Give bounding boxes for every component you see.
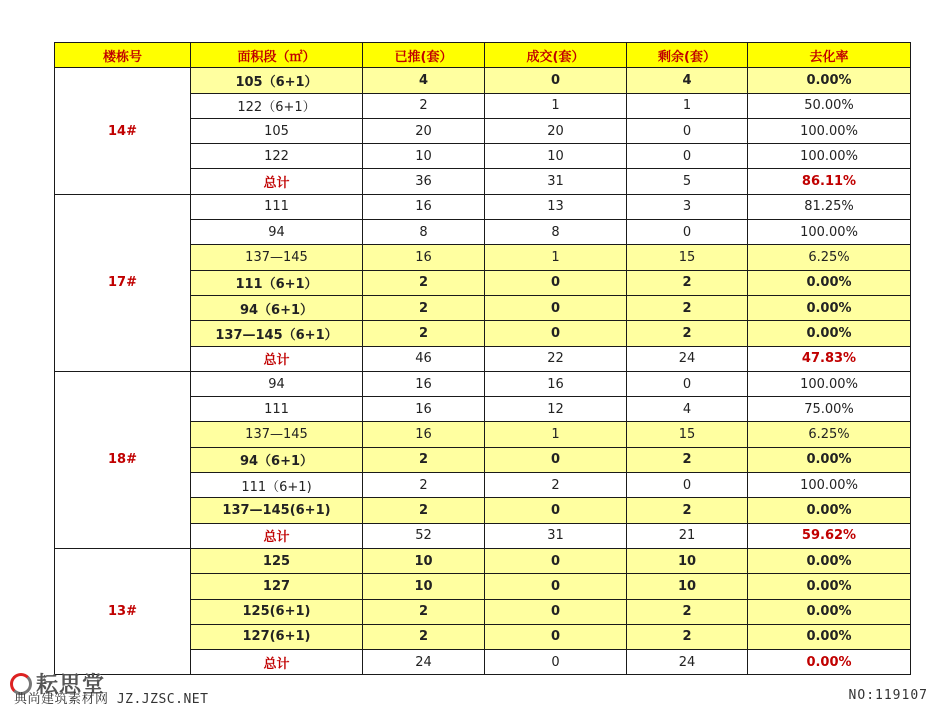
pushed-cell: 46 xyxy=(363,346,485,371)
remaining-cell: 2 xyxy=(627,498,748,523)
rate-cell: 100.00% xyxy=(748,220,911,245)
sold-cell: 31 xyxy=(485,169,627,194)
remaining-cell: 10 xyxy=(627,574,748,599)
pushed-cell: 10 xyxy=(363,144,485,169)
table-body xyxy=(55,68,911,675)
remaining-cell: 2 xyxy=(627,624,748,649)
pushed-cell: 4 xyxy=(363,68,485,93)
remaining-cell: 3 xyxy=(627,194,748,219)
area-cell: 94（6+1） xyxy=(191,295,363,320)
pushed-cell: 10 xyxy=(363,548,485,573)
rate-cell: 81.25% xyxy=(748,194,911,219)
remaining-cell: 0 xyxy=(627,220,748,245)
sold-cell: 0 xyxy=(485,574,627,599)
sold-cell: 22 xyxy=(485,346,627,371)
sold-cell: 1 xyxy=(485,93,627,118)
header-area: 面积段（㎡） xyxy=(191,43,363,68)
sold-cell: 8 xyxy=(485,220,627,245)
area-cell: 127 xyxy=(191,574,363,599)
rate-cell: 100.00% xyxy=(748,144,911,169)
rate-cell: 0.00% xyxy=(748,295,911,320)
building-cell: 17# xyxy=(55,194,191,371)
remaining-cell: 2 xyxy=(627,270,748,295)
rate-cell: 47.83% xyxy=(748,346,911,371)
header-building: 楼栋号 xyxy=(55,43,191,68)
remaining-cell: 4 xyxy=(627,68,748,93)
sold-cell: 13 xyxy=(485,194,627,219)
pushed-cell: 2 xyxy=(363,624,485,649)
remaining-cell: 21 xyxy=(627,523,748,548)
remaining-cell: 2 xyxy=(627,599,748,624)
sold-cell: 0 xyxy=(485,498,627,523)
rate-cell: 100.00% xyxy=(748,118,911,143)
pushed-cell: 2 xyxy=(363,270,485,295)
sold-cell: 10 xyxy=(485,144,627,169)
rate-cell: 75.00% xyxy=(748,397,911,422)
pushed-cell: 2 xyxy=(363,447,485,472)
pushed-cell: 16 xyxy=(363,422,485,447)
pushed-cell: 2 xyxy=(363,473,485,498)
pushed-cell: 16 xyxy=(363,245,485,270)
sold-cell: 0 xyxy=(485,548,627,573)
pushed-cell: 24 xyxy=(363,650,485,675)
sold-cell: 16 xyxy=(485,371,627,396)
sold-cell: 20 xyxy=(485,118,627,143)
rate-cell: 0.00% xyxy=(748,68,911,93)
sales-table xyxy=(54,42,911,675)
table-row xyxy=(55,194,911,219)
table-row xyxy=(55,371,911,396)
document-number: NO:119107 xyxy=(848,688,928,703)
rate-cell: 6.25% xyxy=(748,422,911,447)
rate-cell: 0.00% xyxy=(748,498,911,523)
remaining-cell: 0 xyxy=(627,144,748,169)
pushed-cell: 2 xyxy=(363,321,485,346)
area-cell: 125(6+1) xyxy=(191,599,363,624)
area-cell: 122 xyxy=(191,144,363,169)
area-cell: 111 xyxy=(191,194,363,219)
area-cell: 122（6+1） xyxy=(191,93,363,118)
area-cell: 111（6+1) xyxy=(191,473,363,498)
sold-cell: 0 xyxy=(485,650,627,675)
sold-cell: 0 xyxy=(485,68,627,93)
site-watermark: 典尚建筑素材网 JZ.JZSC.NET xyxy=(14,692,209,707)
header-remaining: 剩余(套） xyxy=(627,43,748,68)
rate-cell: 50.00% xyxy=(748,93,911,118)
table-row xyxy=(55,548,911,573)
area-cell: 137—145(6+1) xyxy=(191,498,363,523)
pushed-cell: 16 xyxy=(363,371,485,396)
remaining-cell: 24 xyxy=(627,650,748,675)
area-cell: 总计 xyxy=(191,346,363,371)
sold-cell: 1 xyxy=(485,245,627,270)
remaining-cell: 1 xyxy=(627,93,748,118)
pushed-cell: 36 xyxy=(363,169,485,194)
sold-cell: 1 xyxy=(485,422,627,447)
sold-cell: 0 xyxy=(485,447,627,472)
area-cell: 94 xyxy=(191,371,363,396)
rate-cell: 86.11% xyxy=(748,169,911,194)
area-cell: 127(6+1) xyxy=(191,624,363,649)
area-cell: 94 xyxy=(191,220,363,245)
rate-cell: 0.00% xyxy=(748,574,911,599)
area-cell: 94（6+1） xyxy=(191,447,363,472)
header-pushed: 已推(套） xyxy=(363,43,485,68)
rate-cell: 100.00% xyxy=(748,371,911,396)
area-cell: 总计 xyxy=(191,169,363,194)
rate-cell: 0.00% xyxy=(748,270,911,295)
area-cell: 137—145 xyxy=(191,245,363,270)
rate-cell: 0.00% xyxy=(748,548,911,573)
sold-cell: 2 xyxy=(485,473,627,498)
remaining-cell: 10 xyxy=(627,548,748,573)
header-row xyxy=(55,43,911,68)
pushed-cell: 2 xyxy=(363,498,485,523)
remaining-cell: 0 xyxy=(627,118,748,143)
pushed-cell: 20 xyxy=(363,118,485,143)
pushed-cell: 16 xyxy=(363,397,485,422)
sold-cell: 31 xyxy=(485,523,627,548)
area-cell: 111（6+1） xyxy=(191,270,363,295)
area-cell: 137—145 xyxy=(191,422,363,447)
pushed-cell: 2 xyxy=(363,295,485,320)
sold-cell: 0 xyxy=(485,321,627,346)
pushed-cell: 52 xyxy=(363,523,485,548)
remaining-cell: 2 xyxy=(627,447,748,472)
area-cell: 105（6+1） xyxy=(191,68,363,93)
remaining-cell: 24 xyxy=(627,346,748,371)
remaining-cell: 0 xyxy=(627,473,748,498)
building-cell: 13# xyxy=(55,548,191,674)
rate-cell: 0.00% xyxy=(748,624,911,649)
area-cell: 总计 xyxy=(191,523,363,548)
remaining-cell: 2 xyxy=(627,295,748,320)
building-cell: 18# xyxy=(55,371,191,548)
area-cell: 125 xyxy=(191,548,363,573)
area-cell: 总计 xyxy=(191,650,363,675)
pushed-cell: 10 xyxy=(363,574,485,599)
sold-cell: 0 xyxy=(485,270,627,295)
remaining-cell: 4 xyxy=(627,397,748,422)
logo-text: 耘思堂 xyxy=(36,672,106,698)
remaining-cell: 15 xyxy=(627,245,748,270)
rate-cell: 0.00% xyxy=(748,447,911,472)
remaining-cell: 2 xyxy=(627,321,748,346)
pushed-cell: 2 xyxy=(363,93,485,118)
rate-cell: 0.00% xyxy=(748,650,911,675)
remaining-cell: 0 xyxy=(627,371,748,396)
pushed-cell: 2 xyxy=(363,599,485,624)
remaining-cell: 5 xyxy=(627,169,748,194)
area-cell: 137—145（6+1） xyxy=(191,321,363,346)
header-sold: 成交(套） xyxy=(485,43,627,68)
sold-cell: 0 xyxy=(485,295,627,320)
sold-cell: 0 xyxy=(485,599,627,624)
remaining-cell: 15 xyxy=(627,422,748,447)
header-rate: 去化率 xyxy=(748,43,911,68)
rate-cell: 0.00% xyxy=(748,599,911,624)
area-cell: 111 xyxy=(191,397,363,422)
pushed-cell: 8 xyxy=(363,220,485,245)
rate-cell: 0.00% xyxy=(748,321,911,346)
table-row xyxy=(55,68,911,93)
sold-cell: 0 xyxy=(485,624,627,649)
area-cell: 105 xyxy=(191,118,363,143)
pushed-cell: 16 xyxy=(363,194,485,219)
rate-cell: 100.00% xyxy=(748,473,911,498)
building-cell: 14# xyxy=(55,68,191,194)
sold-cell: 12 xyxy=(485,397,627,422)
rate-cell: 6.25% xyxy=(748,245,911,270)
rate-cell: 59.62% xyxy=(748,523,911,548)
